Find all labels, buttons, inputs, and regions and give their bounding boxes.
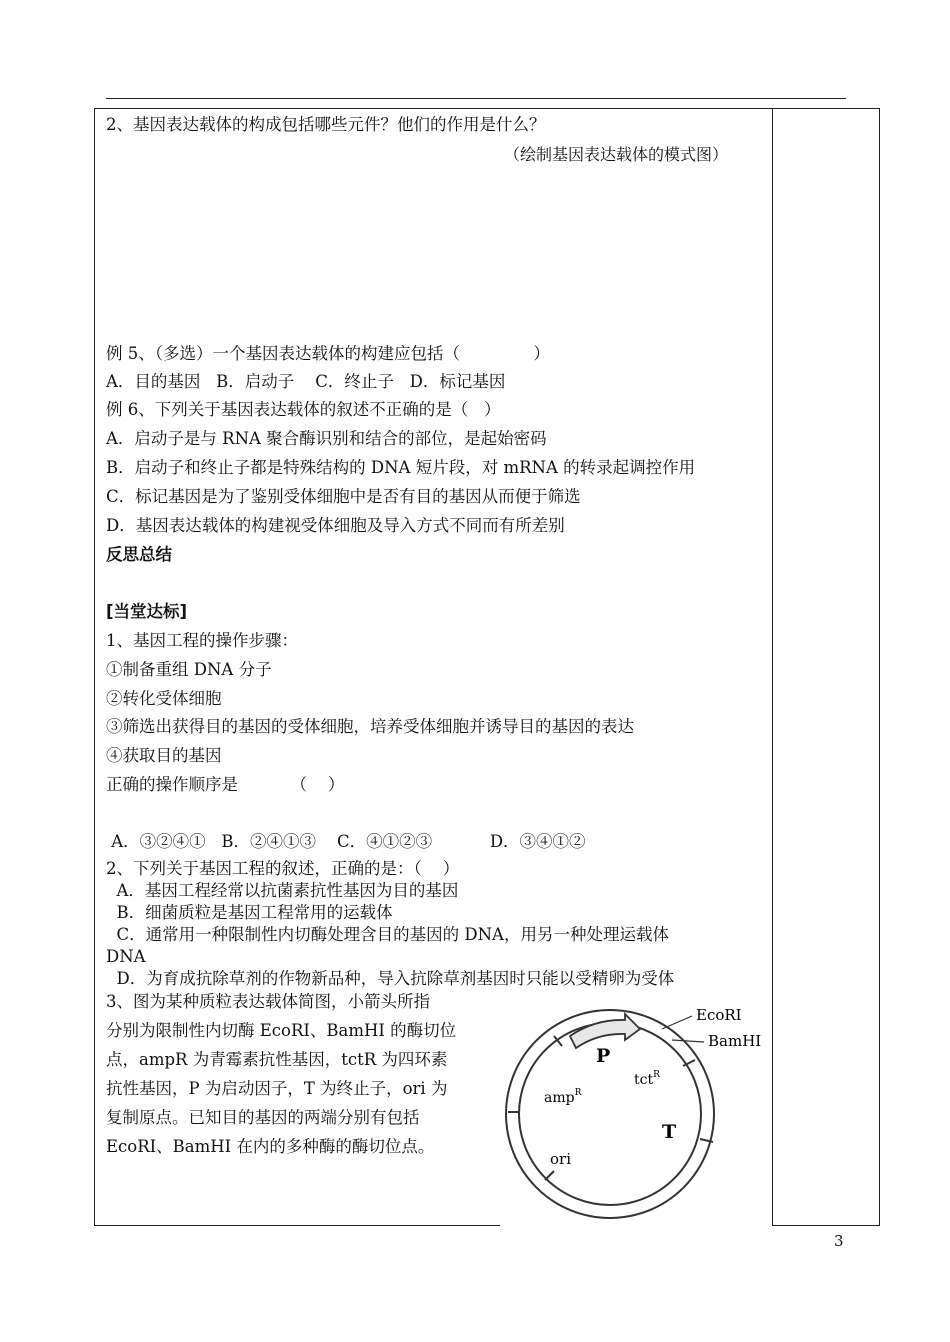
ex6-option-a: A．启动子是与 RNA 聚合酶识别和结合的部位，是起始密码 — [106, 429, 547, 448]
sq1-step-3: ③筛选出获得目的基因的受体细胞，培养受体细胞并诱导目的基因的表达 — [106, 717, 634, 736]
sq3-line-5: 复制原点。已知目的基因的两端分别有包括 — [106, 1108, 420, 1127]
plasmid-diagram — [500, 996, 772, 1226]
sq2-stem: 2、下列关于基因工程的叙述，正确的是：（ ） — [106, 859, 460, 878]
reflection-heading: 反思总结 — [106, 545, 172, 564]
sq2-option-a: A．基因工程经常以抗菌素抗性基因为目的基因 — [106, 881, 459, 900]
page-number: 3 — [834, 1232, 844, 1250]
table-column-divider — [772, 108, 773, 1226]
terminator-label: T — [662, 1121, 677, 1143]
sq1-step-1: ①制备重组 DNA 分子 — [106, 660, 272, 679]
sq1-ask: 正确的操作顺序是 （ ） — [106, 775, 345, 794]
ori-label: ori — [550, 1150, 571, 1168]
ex6-stem: 例 6、下列关于基因表达载体的叙述不正确的是（ ） — [106, 400, 501, 419]
ex6-option-b: B．启动子和终止子都是特殊结构的 DNA 短片段，对 mRNA 的转录起调控作用 — [106, 458, 696, 477]
ex5-stem: 例 5、（多选）一个基因表达载体的构建应包括（ ） — [106, 344, 550, 363]
sq3-line-4: 抗性基因，P 为启动因子，T 为终止子，ori 为 — [106, 1079, 448, 1098]
sq1-step-4: ④获取目的基因 — [106, 746, 222, 765]
promoter-label: P — [596, 1045, 611, 1067]
header-rule — [106, 98, 846, 99]
sq2-option-c-cont: DNA — [106, 947, 146, 966]
sq2-option-b: B．细菌质粒是基因工程常用的运载体 — [106, 903, 393, 922]
sq2-option-d: D．为育成抗除草剂的作物新品种，导入抗除草剂基因时只能以受精卵为受体 — [106, 969, 675, 988]
sq1-stem: 1、基因工程的操作步骤： — [106, 631, 298, 650]
amp-label: amp$^R$ — [544, 1088, 582, 1106]
sq3-line-1: 3、图为某种质粒表达载体简图，小箭头所指 — [106, 992, 430, 1011]
sq2-option-c: C．通常用一种限制性内切酶处理含目的基因的 DNA，用另一种处理运载体 — [106, 925, 669, 944]
standard-heading: [当堂达标] — [106, 602, 188, 621]
ex6-option-c: C．标记基因是为了鉴别受体细胞中是否有目的基因从而便于筛选 — [106, 487, 581, 506]
ex5-options: A．目的基因 B．启动子 C．终止子 D．标记基因 — [106, 372, 506, 391]
ex6-option-d: D．基因表达载体的构建视受体细胞及导入方式不同而有所差别 — [106, 516, 565, 535]
sq1-step-2: ②转化受体细胞 — [106, 689, 222, 708]
tct-label: tct$^R$ — [634, 1070, 660, 1088]
ecori-label: EcoRI — [696, 1006, 742, 1024]
q2-draw-hint: （绘制基因表达载体的模式图） — [504, 145, 729, 164]
sq3-line-3: 点，ampR 为青霉素抗性基因，tctR 为四环素 — [106, 1050, 448, 1069]
sq3-line-6: EcoRI、BamHI 在内的多种酶的酶切位点。 — [106, 1137, 435, 1156]
q2-question: 2、基因表达载体的构成包括哪些元件？他们的作用是什么？ — [106, 115, 546, 134]
bamhi-label: BamHI — [708, 1032, 762, 1050]
sq3-line-2: 分别为限制性内切酶 EcoRI、BamHI 的酶切位 — [106, 1021, 457, 1040]
sq1-options: A．③②④① B．②④①③ C．④①②③ D．③④①② — [106, 832, 586, 851]
